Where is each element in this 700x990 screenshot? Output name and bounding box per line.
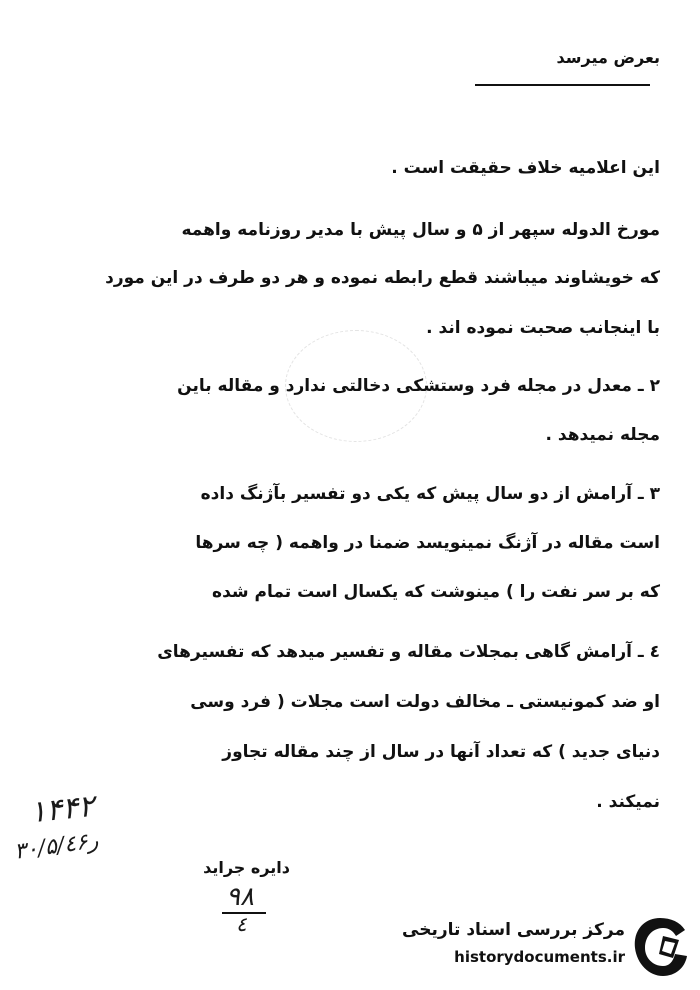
body-line-6: مجله نمیدهد . bbox=[545, 425, 660, 445]
body-line-12: دنیای جدید ) که تعداد آنها در سال از چند مقاله تجاوز bbox=[222, 742, 660, 762]
archive-emblem-icon bbox=[629, 914, 691, 980]
body-line-4: با اینجانب صحبت نموده اند . bbox=[426, 318, 660, 338]
body-line-3: که خویشاوند میباشند قطع رابطه نموده و هر دو طرف در این مورد bbox=[105, 268, 660, 288]
body-line-5: ۲ ـ معدل در مجله فرد وستشکی دخالتی ندارد و مقاله باین bbox=[177, 376, 660, 396]
handwritten-date: ۳۰/۵/ر٤۶ bbox=[12, 828, 100, 865]
watermark-site-url: historydocuments.ir bbox=[454, 948, 625, 966]
body-line-2: مورخ الدوله سپهر از ۵ و سال پیش با مدیر روزنامه واهمه bbox=[181, 220, 660, 240]
body-line-8: است مقاله در آژنگ نمینویسد ضمنا در واهمه ( چه سرها bbox=[195, 533, 660, 553]
body-line-9: که بر سر نفت را ) مینوشت که یکسال است تمام شده bbox=[212, 582, 660, 602]
watermark-logo bbox=[400, 912, 695, 984]
signature-department: دایره جراید bbox=[203, 858, 290, 877]
handwritten-number: ۱۴۴۲ bbox=[28, 788, 97, 831]
body-line-10: ٤ ـ آرامش گاهی بمجلات مقاله و تفسیر میدهد که تفسیرهای bbox=[157, 642, 660, 662]
body-line-11: او ضد کمونیستی ـ مخالف دولت است مجلات ( فرد وسی bbox=[190, 692, 660, 712]
body-line-7: ۳ ـ آرامش از دو سال پیش که یکی دو تفسیر بآژنگ داده bbox=[200, 484, 660, 504]
salutation: بعرض میرسد bbox=[556, 48, 660, 67]
folio-sub: ٤ bbox=[236, 912, 247, 936]
body-line-1: این اعلامیه خلاف حقیقت است . bbox=[391, 158, 660, 178]
salutation-underline bbox=[475, 84, 650, 86]
folio-number: ۹۸ bbox=[226, 882, 254, 912]
watermark-org-name: مرکز بررسی اسناد تاریخی bbox=[402, 920, 625, 940]
body-line-13: نمیکند . bbox=[596, 792, 660, 812]
